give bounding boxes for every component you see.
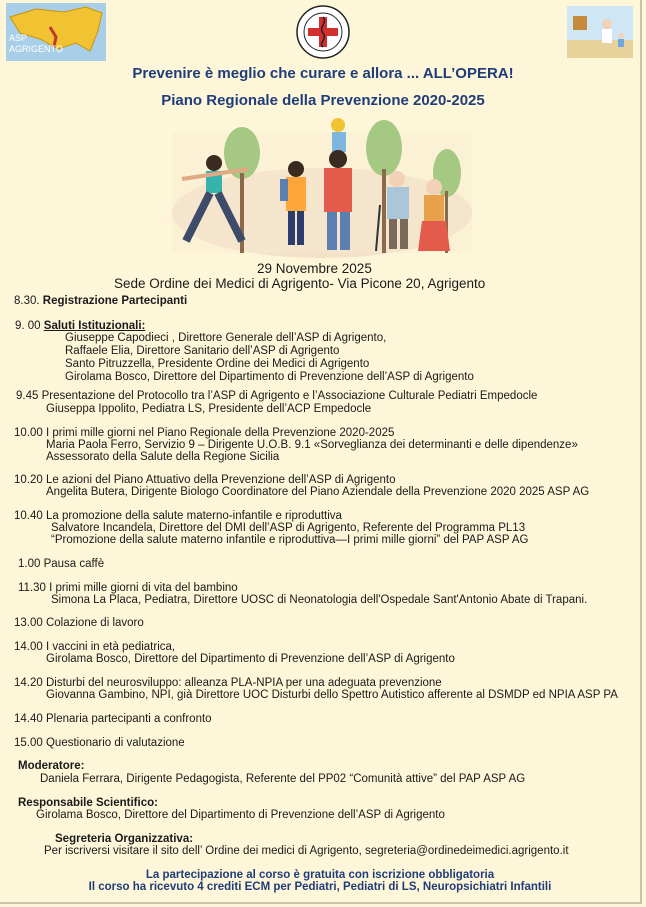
item-registrazione <box>14 295 187 308</box>
asp-label-line2: AGRIGENTO <box>9 44 63 54</box>
item-945-speaker: Giuseppa Ippolito, Pediatra LS, Presidente dell’ACP Empedocle <box>46 403 372 415</box>
asp-label-line1: ASP <box>9 33 28 43</box>
moderatore-label: Moderatore: <box>18 760 85 772</box>
saluti-person: Santo Pitruzzella, Presidente Ordine dei Medici di Agrigento <box>65 358 370 370</box>
item-1130-title: 11.30 I primi mille giorni di vita del bambino <box>18 582 238 594</box>
segreteria-text: Per iscriversi visitare il sito dell’ Ordine dei medici di Agrigento, segreteria@ordinedeimedici.agrigento.it <box>44 845 569 857</box>
item-1400-speaker: Girolama Bosco, Direttore del Dipartimento di Prevenzione dell’ASP di Agrigento <box>46 653 455 665</box>
segreteria-label: Segreteria Organizzativa: <box>55 833 194 845</box>
item-945-title: 9.45 Presentazione del Protocollo tra l’ASP di Agrigento e l’Associazione Culturale Pediatri Empedocle <box>16 390 538 402</box>
item-1400-title: 14.00 I vaccini in età pediatrica, <box>14 641 176 653</box>
item-1020-speaker: Angelita Butera, Dirigente Biologo Coordinatore del Piano Aziendale della Prevenzione 2020 2025 ASP AG <box>46 486 590 498</box>
family-activity-illustration <box>162 113 482 259</box>
saluti-person: Giuseppe Capodieci , Direttore Generale dell’ASP di Agrigento, <box>65 332 387 344</box>
saluti-time: 9. 00 <box>15 320 41 332</box>
item-1040-title: 10.40 La promozione della salute materno-infantile e riproduttiva <box>14 510 342 522</box>
saluti-person: Raffaele Elia, Direttore Sanitario dell’ASP di Agrigento <box>65 345 340 357</box>
ordine-medici-seal <box>296 5 350 59</box>
header-line1: Prevenire è meglio che curare e allora ... ALL’OPERA! <box>132 65 514 82</box>
item-1000-speaker: Maria Paola Ferro, Servizio 9 – Dirigente U.O.B. 9.1 «Sorveglianza dei determinanti e delle dipendenze» <box>46 439 578 451</box>
saluti-people <box>65 332 474 384</box>
footer-line2: Il corso ha ricevuto 4 crediti ECM per Pediatri, Pediatri di LS, Neuropsichiatri Infantili <box>88 881 552 893</box>
item-1040-program: “Promozione della salute materno infantile e riproduttiva—I primi mille giorni” del PAP ASP AG <box>51 534 529 546</box>
item-plenaria: 14.40 Plenaria partecipanti a confronto <box>14 713 212 725</box>
item-1420-speaker: Giovanna Gambino, NPI, già Direttore UOC Disturbi dello Spettro Autistico afferente al DSMDP ed NPIA ASP PA <box>46 689 618 701</box>
item-pausa: 1.00 Pausa caffè <box>18 558 105 570</box>
event-venue: Sede Ordine dei Medici di Agrigento- Via Picone 20, Agrigento <box>114 276 486 291</box>
registrazione-time: 8.30. <box>14 295 40 307</box>
item-1420-title: 14.20 Disturbi del neurosviluppo: alleanza PLA-NPIA per una adeguata prevenzione <box>14 677 442 689</box>
item-colazione: 13.00 Colazione di lavoro <box>14 617 144 629</box>
saluti-person: Girolama Bosco, Direttore del Dipartimento di Prevenzione dell’ASP di Agrigento <box>65 371 474 383</box>
footer-line1: La partecipazione al corso è gratuita con iscrizione obbligatoria <box>145 869 495 881</box>
event-date: 29 Novembre 2025 <box>257 261 372 276</box>
item-1020-title: 10.20 Le azioni del Piano Attuativo della Prevenzione dell’ASP di Agrigento <box>14 474 396 486</box>
item-1000-affiliation: Assessorato della Salute della Regione Sicilia <box>46 451 280 463</box>
header-line2: Piano Regionale della Prevenzione 2020-2025 <box>161 92 485 109</box>
item-1040-speaker: Salvatore Incandela, Direttore del DMI dell’ASP di Agrigento, Referente del Programma PL13 <box>51 522 526 534</box>
children-illustration-logo <box>567 6 633 58</box>
saluti-label: Saluti Istituzionali: <box>43 320 146 332</box>
moderatore-text: Daniela Ferrara, Dirigente Pedagogista, Referente del PP02 “Comunità attive” del PAP ASP AG <box>40 773 526 785</box>
responsabile-label: Responsabile Scientifico: <box>18 797 158 809</box>
item-questionario: 15.00 Questionario di valutazione <box>14 737 185 749</box>
responsabile-text: Girolama Bosco, Direttore del Dipartimento di Prevenzione dell’ASP di Agrigento <box>36 809 445 821</box>
item-1000-title: 10.00 I primi mille giorni nel Piano Regionale della Prevenzione 2020-2025 <box>14 427 395 439</box>
asp-agrigento-logo <box>6 3 106 61</box>
registrazione-label: Registrazione Partecipanti <box>42 295 188 307</box>
item-1130-speaker: Simona La Placa, Pediatra, Direttore UOSC di Neonatologia dell'Ospedale Sant'Antonio Abate di Trapani. <box>51 594 588 606</box>
